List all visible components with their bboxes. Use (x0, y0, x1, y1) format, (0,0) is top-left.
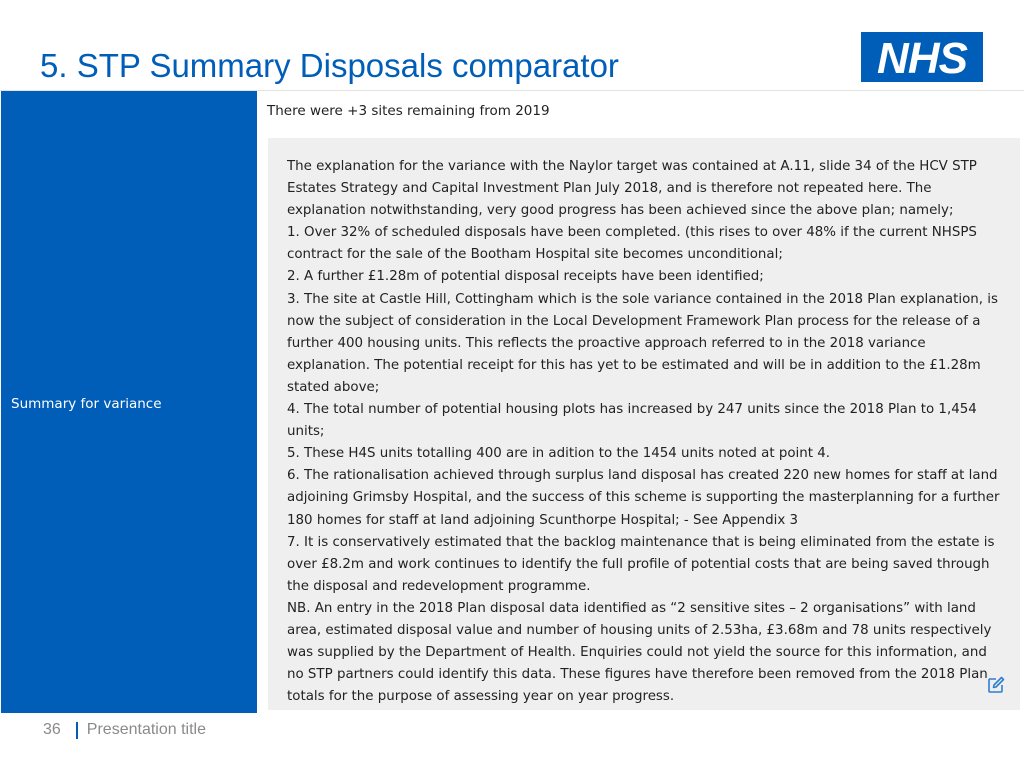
presentation-title: Presentation title (86, 721, 206, 738)
edit-icon[interactable] (987, 676, 1005, 694)
side-panel-label: Summary for variance (11, 396, 162, 412)
paragraph: 3. The site at Castle Hill, Cottingham which is the sole variance contained in the 2018 Plan explanation, is now the subject of consideration in the Local Development Framework Plan process for the release of a further 400 housing units. This reflects the proactive approach referred to in the 2018 variance explanation. The potential receipt for this has yet to be estimated and will be in addition to the £1.28m stated above; (287, 291, 998, 395)
paragraph: 5. These H4S units totalling 400 are in adition to the 1454 units noted at point 4. (287, 446, 831, 462)
nhs-logo-text: NHS (877, 34, 967, 82)
paragraph: NB. An entry in the 2018 Plan disposal data identified as “2 sensitive sites – 2 organisations” with land area, estimated disposal value and number of housing units of 2.53ha, £3.68m and 78 units respectively was supplied by the Department of Health. Enquiries could not yield the source for this information, and no STP partners could identify this data. These figures have therefore been removed from the 2018 Plan totals for the purpose of assessing year on year progress. (287, 600, 992, 705)
summary-side-panel (1, 91, 257, 713)
nhs-logo (861, 32, 983, 82)
sites-remaining-text: There were +3 sites remaining from 2019 (267, 103, 550, 119)
paragraph: 6. The rationalisation achieved through surplus land disposal has created 220 new homes for staff at land adjoining Grimsby Hospital, and the success of this scheme is supporting the masterplanning for a further 180 homes for staff at land adjoining Scunthorpe Hospital; - See Appendix 3 (287, 468, 1000, 528)
paragraph: The explanation for the variance with the Naylor target was contained at A.11, slide 34 of the HCV STP Estates Strategy and Capital Investment Plan July 2018, and is therefore not repeated here. The explanation notwithstanding, very good progress has been achieved since the above plan; namely; (287, 159, 977, 219)
page-number: 36 (43, 721, 61, 738)
page-title: 5. STP Summary Disposals comparator (40, 47, 619, 84)
paragraph: 7. It is conservatively estimated that the backlog maintenance that is being eliminated from the estate is over £8.2m and work continues to identify the full profile of potential costs that are being saved through the disposal and redevelopment programme. (287, 534, 995, 594)
paragraph: 1. Over 32% of scheduled disposals have been completed. (this rises to over 48% if the current NHSPS contract for the sale of the Bootham Hospital site becomes unconditional; (287, 225, 977, 263)
footer (43, 721, 206, 739)
variance-explanation-text (287, 156, 1005, 708)
variance-explanation-box[interactable] (268, 138, 1020, 710)
paragraph: 4. The total number of potential housing plots has increased by 247 units since the 2018 Plan to 1,454 units; (287, 402, 977, 440)
footer-separator (76, 722, 78, 739)
paragraph: 2. A further £1.28m of potential disposal receipts have been identified; (287, 269, 764, 285)
